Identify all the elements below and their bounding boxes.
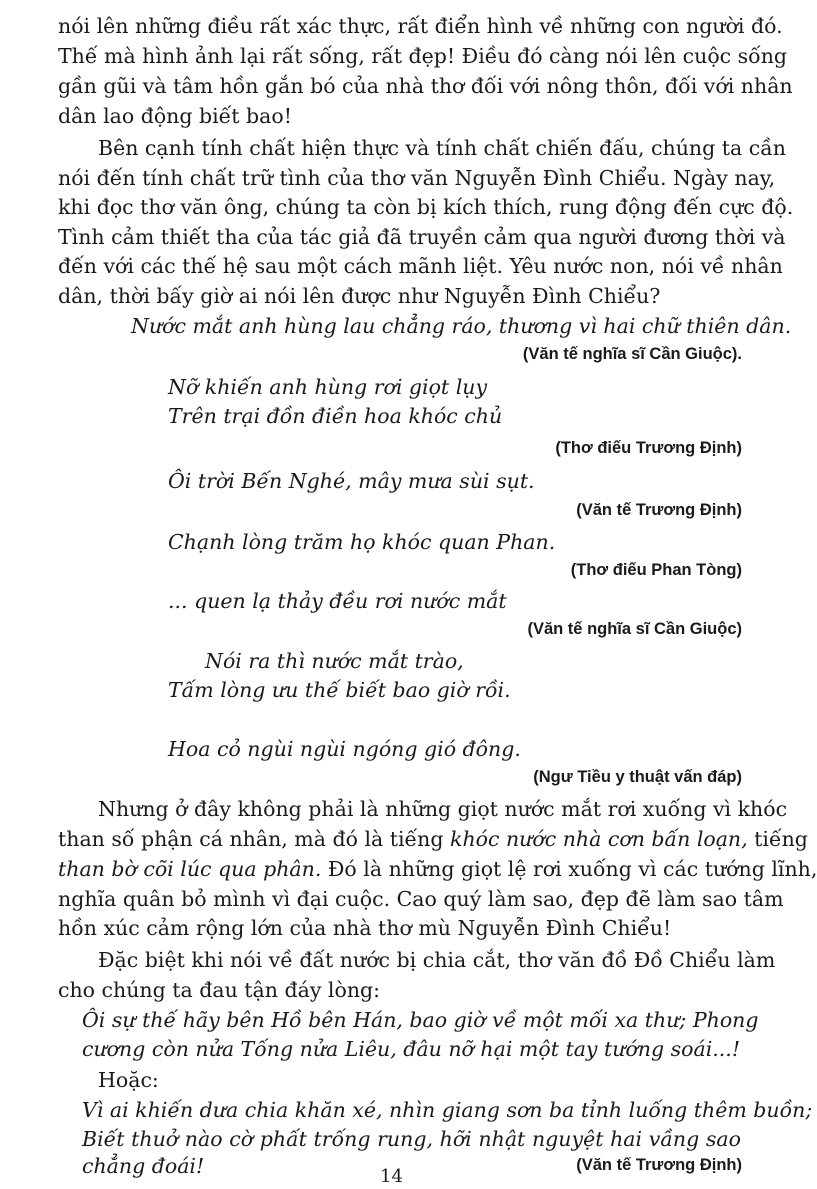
p3-line-2-italic: khóc nước nhà cơn bấn loạn,	[450, 827, 748, 851]
source-3: (Văn tế Trương Định)	[576, 501, 742, 519]
source-final: (Văn tế Trương Định)	[576, 1156, 742, 1174]
p1-line-2: Thế mà hình ảnh lại rất sống, rất đẹp! Điều đó càng nói lên cuộc sống	[58, 44, 788, 68]
quote-3: Ôi trời Bến Nghé, mây mưa sùi sụt.	[168, 469, 535, 493]
source-4: (Thơ điếu Phan Tòng)	[570, 561, 742, 579]
p2-line-4: Tình cảm thiết tha của tác giả đã truyền cảm qua người đương thời và	[58, 225, 786, 249]
p1-line-4: dân lao động biết bao!	[58, 104, 292, 128]
quote-1: Nước mắt anh hùng lau chẳng ráo, thương vì hai chữ thiên dân.	[131, 314, 792, 338]
quote-9-line-2: Biết thuở nào cờ phất trống rung, hỡi nhật nguyệt hai vầng sao	[82, 1127, 741, 1151]
quote-8-line-2: cương còn nửa Tống nửa Liêu, đâu nỡ hại một tay tướng soái...!	[82, 1037, 741, 1061]
quote-9-line-1: Vì ai khiến dưa chia khăn xé, nhìn giang sơn ba tỉnh luống thêm buồn;	[82, 1098, 813, 1122]
p3-line-2-text: than số phận cá nhân, mà đó là tiếng	[58, 827, 451, 851]
quote-7: Hoa cỏ ngùi ngùi ngóng gió đông.	[168, 737, 521, 761]
or-label: Hoặc:	[98, 1068, 159, 1092]
p3-line-1: Nhưng ở đây không phải là những giọt nước mắt rơi xuống vì khóc	[98, 797, 788, 821]
p3-line-3-italic: than bờ cõi lúc qua phân.	[58, 857, 322, 881]
p2-line-3: khi đọc thơ văn ông, chúng ta còn bị kích thích, rung động đến cực độ.	[58, 195, 794, 219]
p3-line-2-end: tiếng	[747, 827, 808, 851]
quote-6b: Tấm lòng ưu thế biết bao giờ rồi.	[168, 678, 511, 702]
p2-line-2: nói đến tính chất trữ tình của thơ văn Nguyễn Đình Chiểu. Ngày nay,	[58, 166, 776, 190]
p3-line-4: nghĩa quân bỏ mình vì đại cuộc. Cao quý làm sao, đẹp đẽ làm sao tâm	[58, 887, 784, 911]
quote-6a: Nói ra thì nước mắt trào,	[205, 649, 464, 673]
quote-9-line-3: chẳng đoái!	[82, 1154, 205, 1178]
source-7: (Ngư Tiều y thuật vấn đáp)	[533, 768, 742, 786]
p3-line-3-text: Đó là những giọt lệ rơi xuống vì các tướng lĩnh,	[321, 857, 817, 881]
p2-line-1: Bên cạnh tính chất hiện thực và tính chất chiến đấu, chúng ta cần	[98, 136, 786, 160]
quote-4: Chạnh lòng trăm họ khóc quan Phan.	[168, 530, 556, 554]
quote-2b: Trên trại đồn điền hoa khóc chủ	[168, 404, 503, 428]
source-2: (Thơ điếu Trương Định)	[555, 439, 742, 457]
p4-line-1: Đặc biệt khi nói về đất nước bị chia cắt, thơ văn đồ Đồ Chiểu làm	[98, 948, 776, 972]
p3-line-2	[58, 827, 808, 851]
quote-8-line-1: Ôi sự thế hãy bên Hồ bên Hán, bao giờ về một mối xa thư; Phong	[82, 1008, 759, 1032]
p1-line-3: gần gũi và tâm hồn gắn bó của nhà thơ đối với nông thôn, đối với nhân	[58, 74, 793, 98]
page-number: 14	[380, 1166, 403, 1187]
quote-2a: Nỡ khiến anh hùng rơi giọt lụy	[168, 375, 488, 399]
p3-line-3	[58, 857, 817, 881]
p2-line-6: dân, thời bấy giờ ai nói lên được như Nguyễn Đình Chiểu?	[58, 284, 661, 308]
p1-line-1: nói lên những điều rất xác thực, rất điển hình về những con người đó.	[58, 14, 783, 38]
source-5: (Văn tế nghĩa sĩ Cần Giuộc)	[527, 620, 742, 638]
p4-line-2: cho chúng ta đau tận đáy lòng:	[58, 978, 381, 1002]
source-1: (Văn tế nghĩa sĩ Cần Giuộc).	[522, 345, 742, 363]
p3-line-5: hồn xúc cảm rộng lớn của nhà thơ mù Nguyễn Đình Chiểu!	[58, 916, 672, 940]
quote-5: ... quen lạ thảy đều rơi nước mắt	[168, 589, 507, 613]
p2-line-5: đến với các thế hệ sau một cách mãnh liệt. Yêu nước non, nói về nhân	[58, 254, 783, 278]
